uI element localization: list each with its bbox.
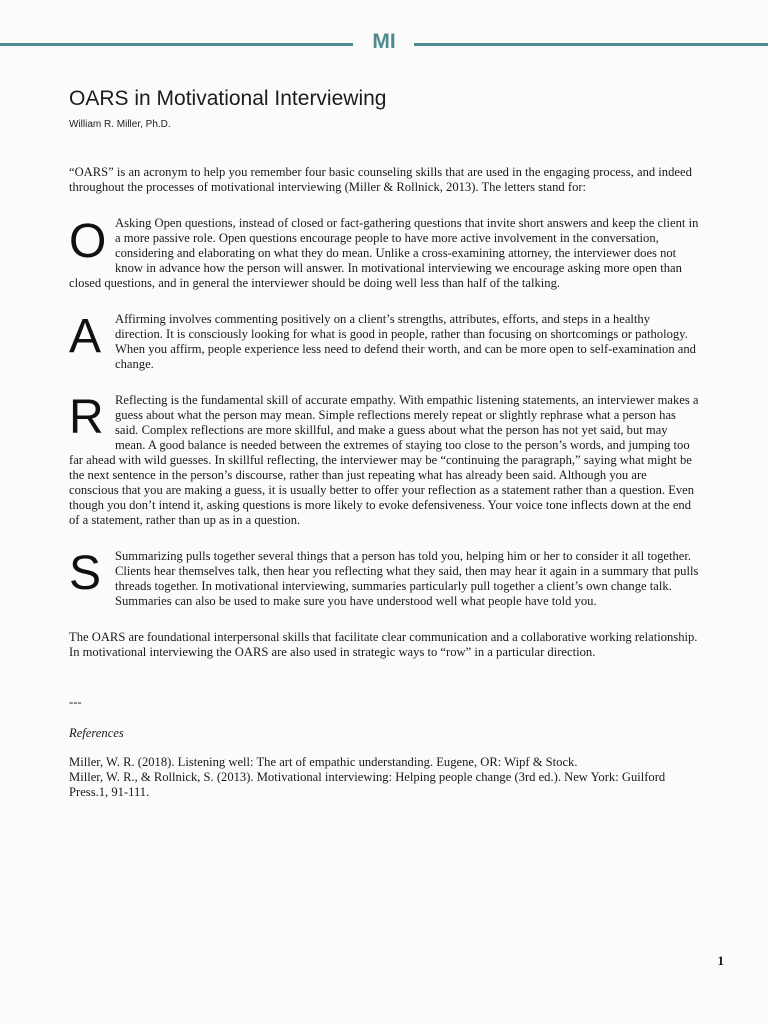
section-text: Asking Open questions, instead of closed or fact-gathering questions that invite short answers and keep the client in a more passive role. Open questions encourage people to have more active involvement in the conversation, considering and elaborating on what they do mean. Unlike a cross-examining attorney, the interviewer does not know in advance how the person will answer. In motivational interviewing we encourage asking more open than closed questions, and in general the interviewer should be doing well less than half of the talking.: [69, 216, 699, 290]
dropcap-letter: R: [69, 391, 104, 444]
dropcap-letter: A: [69, 310, 102, 363]
reference-item: Miller, W. R. (2018). Listening well: The art of empathic understanding. Eugene, OR: Wipf & Stock.: [69, 755, 578, 769]
header-rule-left: [0, 43, 353, 46]
section-open-questions: [69, 216, 699, 291]
mi-logo: MI: [372, 30, 396, 53]
header-rule-right: [414, 43, 768, 46]
references-heading: References: [69, 726, 124, 740]
dropcap-letter: S: [69, 547, 102, 600]
page-number: 1: [717, 953, 724, 968]
section-affirming: [69, 312, 699, 372]
section-text: Affirming involves commenting positively on a client’s strengths, attributes, efforts, and steps in a healthy direction. It is consciously looking for what is good in people, rather than focusing on shortcomings or pathology. When you affirm, people experience less need to defend their worth, and can be more open to self-examination and change.: [115, 312, 696, 371]
section-text: Summarizing pulls together several things that a person has told you, helping him or her to consider it all together. Clients hear themselves talk, then hear you reflecting what they said, then may hear it again in a summary that pulls threads together. In motivational interviewing, summaries particularly pull together a client’s own change talk. Summaries can also be used to make sure you have understood well what people have told you.: [115, 549, 699, 608]
dropcap-letter: O: [69, 215, 107, 268]
divider-text: ---: [69, 695, 82, 709]
section-text: Reflecting is the fundamental skill of accurate empathy. With empathic listening statements, an interviewer makes a guess about what the person may mean. Simple reflections merely repeat or slightly rephrase what a person has said. Complex reflections are more skillful, and make a guess about what the person has not yet said, but may mean. A good balance is needed between the extremes of staying too close to the person’s words, and jumping too far ahead with wild guesses. In skillful reflecting, the interviewer may be “continuing the paragraph,” saying what might be the next sentence in the person’s discourse, rather than just repeating what has already been said. Although you are conscious that you are making a guess, it is usually better to offer your reflection as a statement rather than a question. Even though you don’t intend it, asking questions is more likely to evoke defensiveness. Your voice tone inflects down at the end of a statement, rather than up as in a question.: [69, 393, 699, 527]
section-reflecting: [69, 393, 699, 528]
intro-paragraph: “OARS” is an acronym to help you remember four basic counseling skills that are used in the engaging process, and indeed throughout the processes of motivational interviewing (Miller & Rollnick, 2013). The letters stand for:: [69, 165, 692, 194]
author-line: William R. Miller, Ph.D.: [69, 119, 171, 130]
document-title: OARS in Motivational Interviewing: [69, 87, 387, 110]
document-body: [69, 165, 699, 800]
closing-paragraph: The OARS are foundational interpersonal skills that facilitate clear communication and a collaborative working relationship. In motivational interviewing the OARS are also used in strategic ways to “row” in a particular direction.: [69, 630, 698, 659]
reference-item: Miller, W. R., & Rollnick, S. (2013). Motivational interviewing: Helping people change (3rd ed.). New York: Guilford Press.1, 91-111.: [69, 770, 666, 799]
section-summarizing: [69, 549, 699, 609]
